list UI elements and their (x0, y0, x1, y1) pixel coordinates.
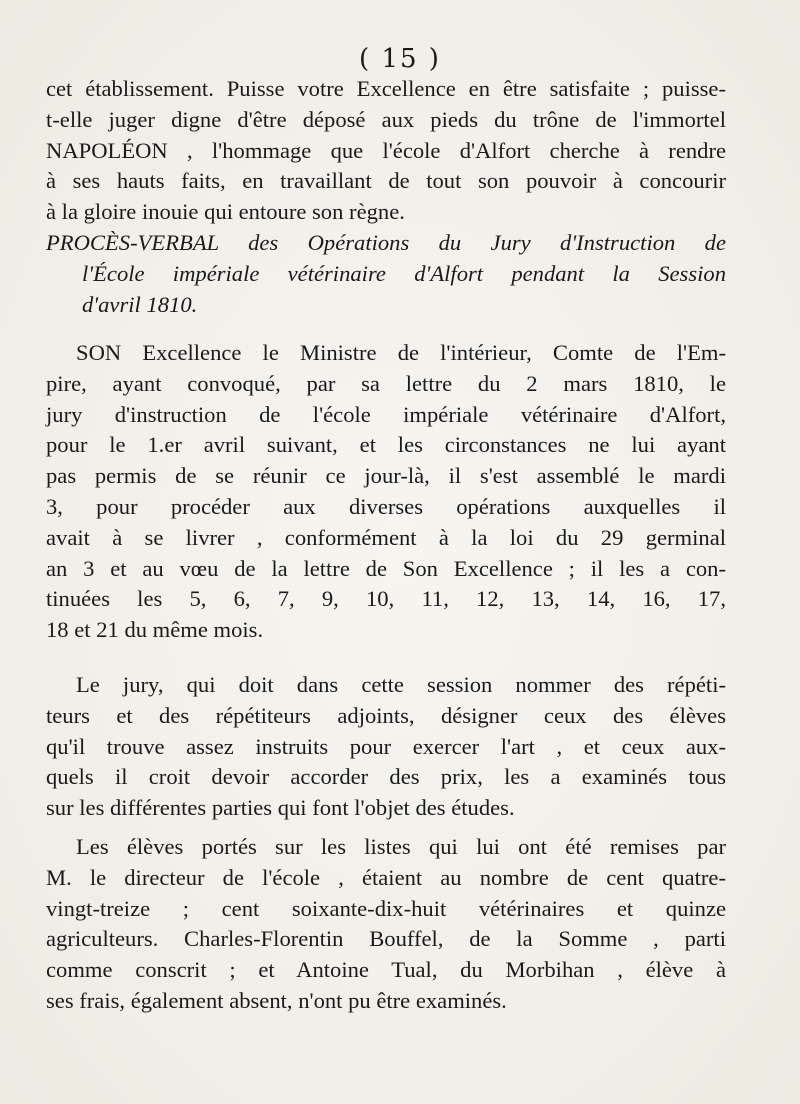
text-line: qu'il trouve assez instruits pour exercer l'art , et ceux aux- (46, 733, 726, 759)
text-line: an 3 et au vœu de la lettre de Son Excellence ; il les a con- (46, 555, 726, 581)
title-line: l'École impériale vétérinaire d'Alfort pendant la Session (82, 260, 726, 286)
intro-paragraph (46, 74, 726, 228)
text-line: SON Excellence le Ministre de l'intérieur, Comte de l'Em- (76, 340, 726, 365)
text-line: Les élèves portés sur les listes qui lui ont été remises par (76, 834, 726, 859)
text-line: pour le 1.er avril suivant, et les circonstances ne lui ayant (46, 432, 726, 458)
paragraph-jury (46, 670, 726, 824)
title-line: d'avril 1810. (82, 291, 198, 317)
text-line: 18 et 21 du même mois. (46, 617, 264, 643)
text-line: tinuées les 5, 6, 7, 9, 10, 11, 12, 13, 14, 16, 17, (46, 586, 726, 612)
text-line: agriculteurs. Charles-Florentin Bouffel, de la Somme , parti (46, 926, 726, 952)
text-line: quels il croit devoir accorder des prix, les a examinés tous (46, 764, 726, 790)
text-line: t-elle juger digne d'être déposé aux pieds du trône de l'immortel (46, 106, 726, 132)
paragraph-convocation (46, 338, 726, 646)
text-line: NAPOLÉON , l'hommage que l'école d'Alfort cherche à rendre (46, 137, 726, 163)
text-line: M. le directeur de l'école , étaient au nombre de cent quatre- (46, 864, 726, 890)
text-line: vingt-treize ; cent soixante-dix-huit vétérinaires et quinze (46, 895, 726, 921)
section-title (46, 228, 726, 320)
text-line: teurs et des répétiteurs adjoints, désigner ceux des élèves (46, 702, 726, 728)
text-line: cet établissement. Puisse votre Excellence en être satisfaite ; puisse- (46, 76, 726, 101)
text-line: pire, ayant convoqué, par sa lettre du 2 mars 1810, le (46, 370, 726, 396)
text-line: pas permis de se réunir ce jour-là, il s'est assemblé le mardi (46, 463, 726, 489)
text-line: ses frais, également absent, n'ont pu être examinés. (46, 987, 507, 1013)
text-line: à ses hauts faits, en travaillant de tout son pouvoir à concourir (46, 168, 726, 194)
text-line: 3, pour procéder aux diverses opérations auxquelles il (46, 493, 726, 519)
text-line: comme conscrit ; et Antoine Tual, du Morbihan , élève à (46, 957, 726, 983)
text-line: sur les différentes parties qui font l'objet des études. (46, 795, 515, 821)
text-line: à la gloire inouie qui entoure son règne. (46, 199, 405, 225)
paragraph-eleves (46, 832, 726, 1017)
text-line: avait à se livrer , conformément à la loi du 29 germinal (46, 524, 726, 550)
title-line: PROCÈS-VERBAL des Opérations du Jury d'Instruction de (46, 230, 726, 255)
text-line: jury d'instruction de l'école impériale vétérinaire d'Alfort, (46, 401, 726, 427)
text-line: Le jury, qui doit dans cette session nommer des répéti- (76, 672, 726, 697)
page-number: ( 15 ) (359, 44, 441, 74)
